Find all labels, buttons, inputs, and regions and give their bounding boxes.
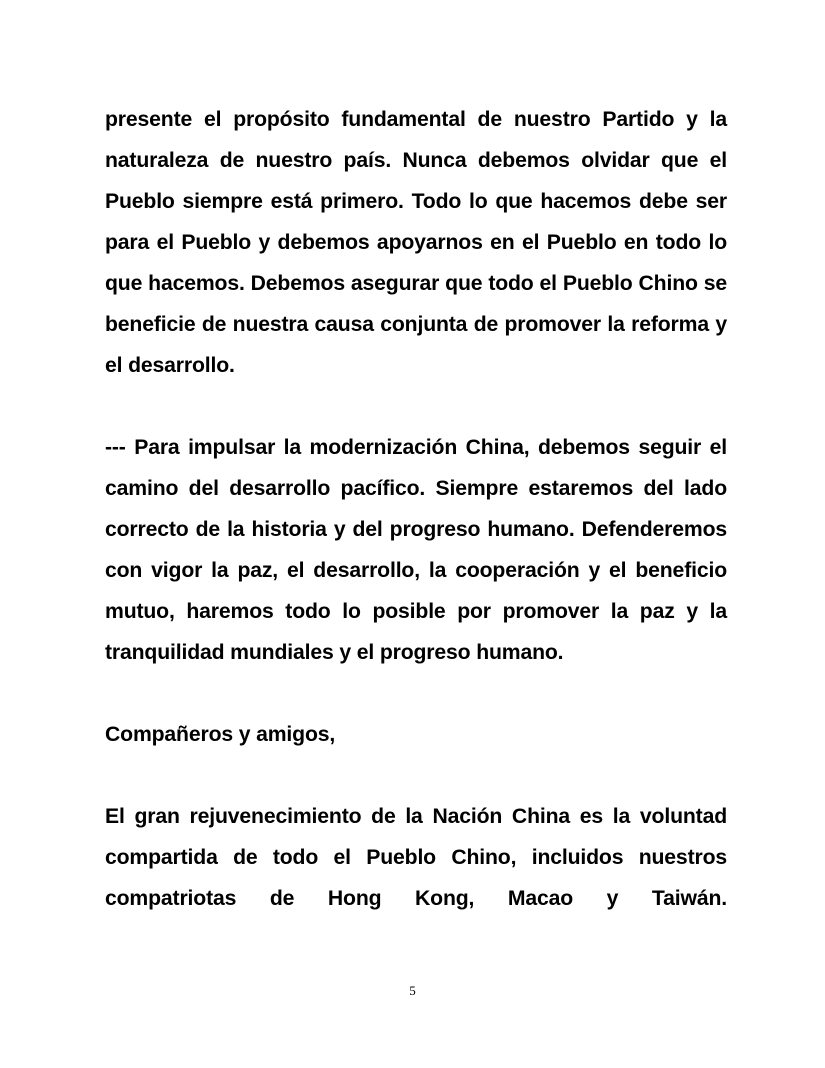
body-paragraph-2: --- Para impulsar la modernización China, debemos seguir el camino del desarrollo pacífico. Siempre estaremos del lado correcto de la historia y del progreso humano. Defenderemos con vigor la paz, el desarrollo, la cooperación y el beneficio mutuo, haremos todo lo posible por promover la paz y la tranquilidad mundiales y el progreso humano. — [105, 436, 727, 664]
text-column — [105, 99, 727, 919]
body-paragraph-1: presente el propósito fundamental de nuestro Partido y la naturaleza de nuestro país. Nunca debemos olvidar que el Pueblo siempre está primero. Todo lo que hacemos debe ser para el Pueblo y debemos apoyarnos en el Pueblo en todo lo que hacemos. Debemos asegurar que todo el Pueblo Chino se beneficie de nuestra causa conjunta de promover la reforma y el desarrollo. — [105, 108, 727, 377]
page-number: 5 — [409, 983, 416, 998]
salutation-paragraph: Compañeros y amigos, — [105, 723, 336, 746]
body-paragraph-4: El gran rejuvenecimiento de la Nación China es la voluntad compartida de todo el Pueblo Chino, incluidos nuestros compatriotas de Hong Kong, Macao y Taiwán. — [105, 805, 727, 910]
